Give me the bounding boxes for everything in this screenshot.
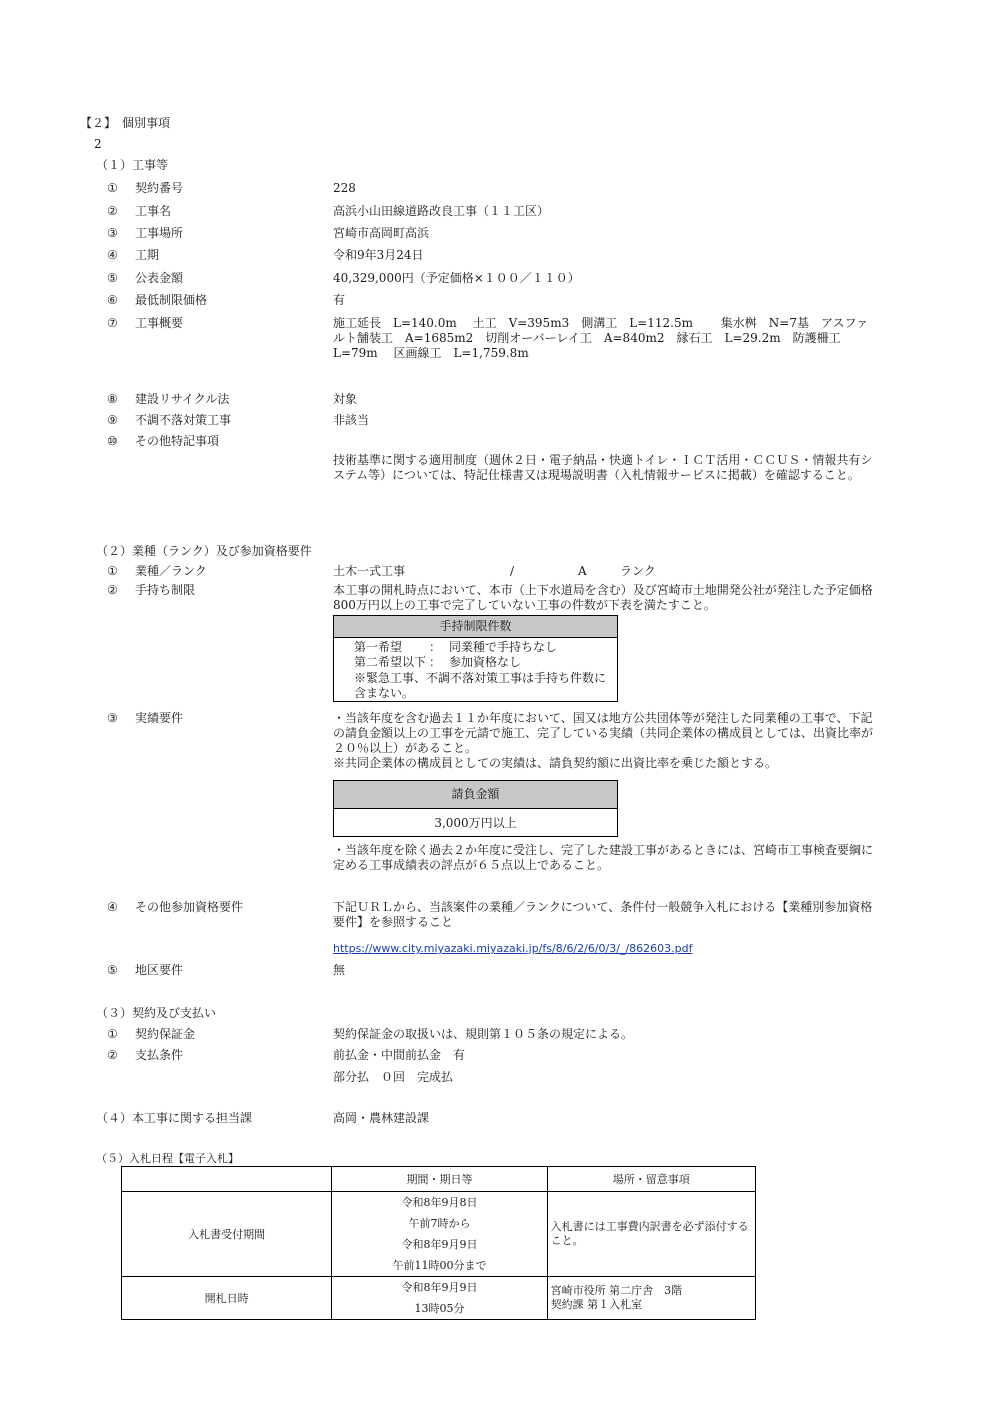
limit-line-2: [354, 655, 521, 670]
item-label: 実績要件: [135, 711, 184, 725]
item-label: 最低制限価格: [135, 293, 208, 307]
item-value: 対象: [333, 392, 358, 406]
item-num: ④: [107, 248, 118, 262]
item-num: ⑥: [107, 293, 118, 307]
item-num: ①: [107, 564, 118, 578]
date-line: 13時05分: [414, 1302, 465, 1315]
s3-heading: （３）契約及び支払い: [96, 1006, 217, 1020]
item-num: ①: [107, 181, 118, 195]
item-label: 工期: [135, 248, 160, 262]
item-value: 無: [333, 963, 346, 977]
item-label: 工事場所: [135, 226, 184, 240]
item-label: 地区要件: [135, 963, 184, 977]
item-num: ②: [107, 204, 118, 218]
table-row: [122, 1277, 756, 1320]
temochi-text: 本工事の開札時点において、本市（上下水道局を含む）及び宮崎市土地開発公社が発注した予定価格800万円以上の工事で完了していない工事の件数が下表を満たすこと。: [333, 583, 873, 612]
item-num: ①: [107, 1027, 118, 1041]
bid-schedule-table: [121, 1166, 756, 1320]
sonota-text: 下記ＵＲＬから、当該案件の業種／ランクについて、条件付一般競争入札における【業種別参加資格要件】を参照すること: [333, 900, 873, 929]
limit-value: 参加資格なし: [449, 655, 522, 669]
requirements-pdf-link[interactable]: https://www.city.miyazaki.miyazaki.jp/fs/8/6/2/6/0/3/_/862603.pdf: [333, 942, 693, 955]
shiharai-line-2: 部分払 ０回 完成払: [333, 1070, 454, 1084]
date-line: 午前7時から: [408, 1217, 471, 1230]
item-label: 工事名: [135, 204, 172, 218]
jisseki-text-1: ・当該年度を含む過去１１か年度において、国又は地方公共団体等が発注した同業種の工事で、下記の請負金額以上の工事を元請で施工、完了している実績（共同企業体の構成員としては、出資比率が２０％以上）があること。: [333, 711, 874, 755]
s5-heading: （５）入札日程【電子入札】: [96, 1152, 239, 1165]
item-label: 不調不落対策工事: [135, 413, 232, 427]
limit-key: 第一希望: [354, 640, 403, 654]
item-num: ⑤: [107, 963, 118, 977]
limit-sep: ：: [429, 655, 442, 669]
temochi-box-title: 手持制限件数: [334, 616, 617, 638]
item-label: 公表金額: [135, 271, 184, 285]
item-label: 支払条件: [135, 1048, 184, 1062]
section-title: 【２】 個別事項: [80, 116, 171, 130]
date-line: 令和8年9月9日: [401, 1238, 478, 1251]
item-value: 有: [333, 293, 346, 307]
table-header-col1: 期間・期日等: [332, 1167, 547, 1192]
limit-key: 第二希望以下: [354, 655, 427, 669]
item-num: ③: [107, 226, 118, 240]
item-label: 建設リサイクル法: [135, 392, 230, 406]
item-label: その他参加資格要件: [135, 900, 244, 914]
item-value: 契約保証金の取扱いは、規則第１０５条の規定による。: [333, 1027, 634, 1041]
item-value: 宮崎市高岡町高浜: [333, 226, 430, 240]
ukeoi-box-title: 請負金額: [334, 781, 617, 809]
item-num: ④: [107, 900, 118, 914]
item-num: ⑩: [107, 434, 118, 448]
jisseki-text-2: ※共同企業体の構成員としての実績は、請負契約額に出資比率を乗じた額とする。: [333, 756, 778, 770]
s4-value: 高岡・農林建設課: [333, 1111, 430, 1125]
shiharai-line-1: 前払金・中間前払金 有: [333, 1048, 466, 1062]
table-header-row: [122, 1167, 756, 1192]
ukeoi-amount-box: [333, 780, 618, 837]
item-value: 令和9年3月24日: [333, 248, 424, 262]
item-num: ②: [107, 1048, 118, 1062]
date-line: 午前11時00分まで: [392, 1259, 487, 1272]
item-label: 契約保証金: [135, 1027, 196, 1041]
item-label: 手持ち制限: [135, 583, 196, 597]
limit-value: 同業種で手持ちなし: [449, 640, 558, 654]
item-value-overview: 施工延長 L=140.0m 土工 V=395m3 側溝工 L=112.5m 集水桝 N=7基 アスファルト舗装工 A=1685m2 切削オーバーレイ工 A=840m2 縁石工 L=29.2m 防護柵工 L=79m 区画線工 L=1,759.8m: [333, 316, 869, 360]
date-line: 令和8年9月8日: [401, 1196, 478, 1209]
row-dates: [332, 1277, 547, 1320]
date-line: 令和8年9月9日: [401, 1281, 478, 1294]
s2-heading: （２）業種（ランク）及び参加資格要件: [96, 544, 312, 558]
limit-line-1: [354, 640, 557, 655]
temochi-limit-box: [333, 615, 618, 702]
table-header-blank: [122, 1167, 332, 1192]
gyoshu-rank-suffix: ランク: [620, 564, 656, 578]
gyoshu-slash: /: [510, 564, 515, 578]
item-label: 業種／ランク: [135, 564, 207, 578]
item-num: ⑧: [107, 392, 118, 406]
row-note: 入札書には工事費内訳書を必ず添付すること。: [547, 1192, 755, 1277]
item-num: ③: [107, 711, 118, 725]
s4-heading: （４）本工事に関する担当課: [96, 1111, 253, 1125]
item-num: ⑤: [107, 271, 118, 285]
item-num: ⑦: [107, 316, 118, 330]
item-num: ⑨: [107, 413, 118, 427]
ukeoi-box-value: 3,000万円以上: [434, 816, 517, 830]
item-value: 非該当: [333, 413, 370, 427]
section-sub: 2: [94, 137, 102, 151]
gyoshu-rank: A: [578, 564, 587, 578]
table-header-col2: 場所・留意事項: [547, 1167, 755, 1192]
gyoshu-type: 土木一式工事: [333, 564, 406, 578]
row-label: 入札書受付期間: [122, 1192, 332, 1277]
limit-sep: ：: [429, 640, 442, 654]
row-note: 宮崎市役所 第二庁舎 3階 契約課 第１入札室: [547, 1277, 755, 1320]
item-value-notes: 技術基準に関する適用制度（週休２日・電子納品・快適トイレ・ＩＣＴ活用・ＣＣＵＳ・情報共有システム等）については、特記仕様書又は現場説明書（入札情報サービスに掲載）を確認すること。: [333, 453, 873, 482]
limit-note: ※緊急工事、不調不落対策工事は手持ち件数に含まない。: [354, 671, 607, 700]
item-value: 40,329,000円（予定価格×１００／１１０）: [333, 271, 580, 285]
item-label: その他特記事項: [135, 434, 220, 448]
jisseki-text-3: ・当該年度を除く過去２か年度に受注し、完了した建設工事があるときには、宮崎市工事検査要綱に定める工事成績表の評点が６５点以上であること。: [333, 843, 874, 872]
item-label: 契約番号: [135, 181, 184, 195]
item-num: ②: [107, 583, 118, 597]
item-value: 高浜小山田線道路改良工事（１１工区）: [333, 204, 550, 218]
row-label: 開札日時: [122, 1277, 332, 1320]
item-label: 工事概要: [135, 316, 184, 330]
s1-heading: （１）工事等: [96, 158, 169, 172]
table-row: [122, 1192, 756, 1277]
row-dates: [332, 1192, 547, 1277]
item-value: 228: [333, 181, 356, 195]
